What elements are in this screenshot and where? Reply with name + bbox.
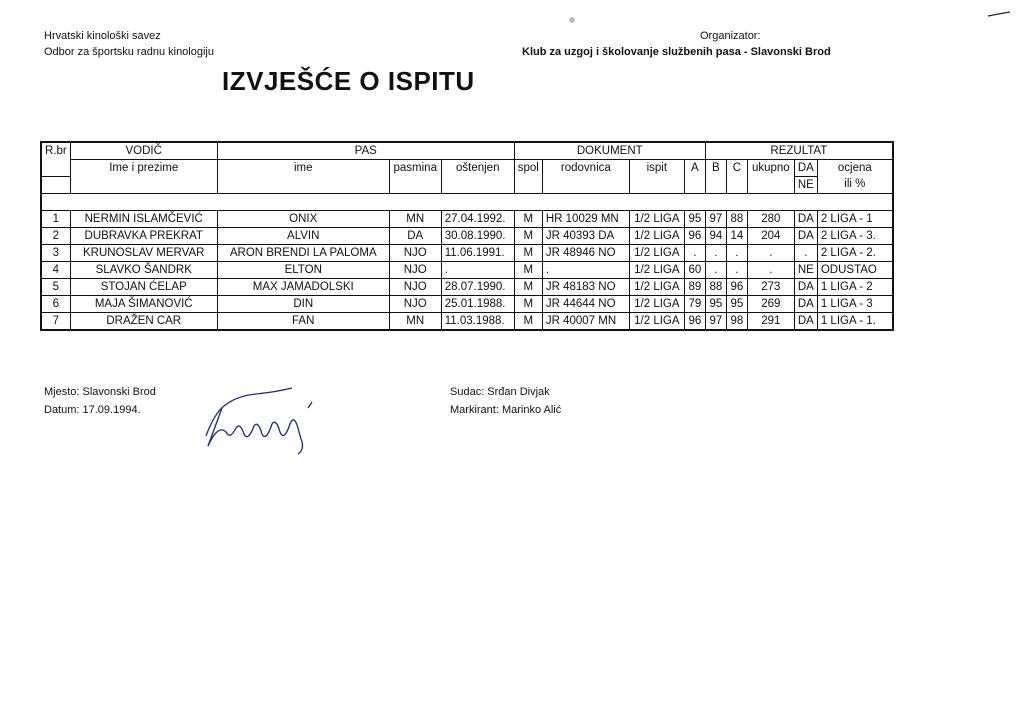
col-c: C xyxy=(726,160,747,194)
cell-spol: M xyxy=(514,211,542,228)
cell-a: 96 xyxy=(684,313,705,331)
cell-ime: FAN xyxy=(217,313,389,331)
table-row xyxy=(41,296,893,313)
cell-ostenjen: 11.03.1988. xyxy=(441,313,514,331)
table-row xyxy=(41,245,893,262)
cell-ime: ONIX xyxy=(217,211,389,228)
cell-dane: . xyxy=(794,245,817,262)
cell-ukupno: 269 xyxy=(747,296,794,313)
col-ocjena-sub: ili % xyxy=(844,178,866,190)
cell-ispit: 1/2 LIGA xyxy=(629,296,684,313)
cell-ime: ELTON xyxy=(217,262,389,279)
cell-rodovnica: JR 48946 NO xyxy=(542,245,629,262)
cell-ocjena: 2 LIGA - 1 xyxy=(817,211,893,228)
cell-rbr: 3 xyxy=(41,245,70,262)
cell-spol: M xyxy=(514,296,542,313)
cell-ukupno: 204 xyxy=(747,228,794,245)
organizer-label: Organizator: xyxy=(700,30,761,42)
col-ispit: ispit xyxy=(629,160,684,194)
spacer-row xyxy=(41,194,893,211)
cell-rbr: 2 xyxy=(41,228,70,245)
col-da: DA xyxy=(794,160,817,177)
cell-spol: M xyxy=(514,228,542,245)
cell-vodic: NERMIN ISLAMČEVIĆ xyxy=(70,211,217,228)
cell-rbr: 4 xyxy=(41,262,70,279)
cell-ime: DIN xyxy=(217,296,389,313)
cell-c: . xyxy=(726,245,747,262)
cell-rodovnica: . xyxy=(542,262,629,279)
col-b: B xyxy=(705,160,726,194)
cell-ime: ALVIN xyxy=(217,228,389,245)
col-ime: ime xyxy=(217,160,389,194)
col-vodic-sub: Ime i prezime xyxy=(70,160,217,194)
col-a: A xyxy=(684,160,705,194)
cell-b: 97 xyxy=(705,211,726,228)
cell-b: . xyxy=(705,245,726,262)
cell-ispit: 1/2 LIGA xyxy=(629,228,684,245)
cell-ostenjen: 30.08.1990. xyxy=(441,228,514,245)
col-ostenjen: oštenjen xyxy=(441,160,514,194)
cell-ime: MAX JAMADOLSKI xyxy=(217,279,389,296)
table-row xyxy=(41,228,893,245)
cell-pasmina: MN xyxy=(389,211,441,228)
cell-ocjena: ODUSTAO xyxy=(817,262,893,279)
cell-ocjena: 1 LIGA - 3 xyxy=(817,296,893,313)
col-ukupno: ukupno xyxy=(747,160,794,194)
cell-vodic: KRUNOSLAV MERVAR xyxy=(70,245,217,262)
col-vodic: VODIČ xyxy=(70,142,217,160)
col-group-pas: PAS xyxy=(217,142,514,160)
cell-rbr: 7 xyxy=(41,313,70,331)
exam-results-table xyxy=(40,141,894,331)
sudac-label: Sudac: Srđan Divjak xyxy=(450,386,550,398)
cell-vodic: DUBRAVKA PREKRAT xyxy=(70,228,217,245)
table-row xyxy=(41,211,893,228)
cell-a: 95 xyxy=(684,211,705,228)
cell-pasmina: NJO xyxy=(389,279,441,296)
cell-spol: M xyxy=(514,245,542,262)
cell-pasmina: NJO xyxy=(389,245,441,262)
table-row xyxy=(41,313,893,331)
datum-label: Datum: 17.09.1994. xyxy=(44,404,141,416)
col-ne: NE xyxy=(794,177,817,194)
cell-ukupno: . xyxy=(747,245,794,262)
cell-rbr: 5 xyxy=(41,279,70,296)
cell-pasmina: NJO xyxy=(389,296,441,313)
cell-vodic: SLAVKO ŠANDRK xyxy=(70,262,217,279)
cell-a: 89 xyxy=(684,279,705,296)
cell-rodovnica: HR 10029 MN xyxy=(542,211,629,228)
col-pasmina: pasmina xyxy=(389,160,441,194)
markirant-label: Markirant: Marinko Alić xyxy=(450,404,562,416)
cell-a: 79 xyxy=(684,296,705,313)
cell-ukupno: 273 xyxy=(747,279,794,296)
cell-ostenjen: 28.07.1990. xyxy=(441,279,514,296)
col-rbr-cont xyxy=(41,177,70,194)
committee-name: Odbor za športsku radnu kinologiju xyxy=(44,46,214,58)
cell-ocjena: 2 LIGA - 2. xyxy=(817,245,893,262)
cell-spol: M xyxy=(514,262,542,279)
cell-ocjena: 1 LIGA - 2 xyxy=(817,279,893,296)
col-rbr: R.br xyxy=(41,142,70,177)
cell-pasmina: DA xyxy=(389,228,441,245)
col-rodovnica: rodovnica xyxy=(542,160,629,194)
page-title: IZVJEŠĆE O ISPITU xyxy=(222,66,475,96)
cell-spol: M xyxy=(514,313,542,331)
cell-ispit: 1/2 LIGA xyxy=(629,279,684,296)
cell-spol: M xyxy=(514,279,542,296)
cell-dane: DA xyxy=(794,296,817,313)
cell-rodovnica: JR 40393 DA xyxy=(542,228,629,245)
col-spol: spol xyxy=(514,160,542,194)
cell-ocjena: 1 LIGA - 1. xyxy=(817,313,893,331)
table-row xyxy=(41,279,893,296)
cell-a: . xyxy=(684,245,705,262)
cell-ispit: 1/2 LIGA xyxy=(629,211,684,228)
cell-ukupno: . xyxy=(747,262,794,279)
federation-name: Hrvatski kinološki savez xyxy=(44,30,161,42)
cell-b: 97 xyxy=(705,313,726,331)
cell-ispit: 1/2 LIGA xyxy=(629,245,684,262)
cell-ostenjen: 25.01.1988. xyxy=(441,296,514,313)
cell-b: . xyxy=(705,262,726,279)
cell-rodovnica: JR 48183 NO xyxy=(542,279,629,296)
col-ocjena-label: ocjena xyxy=(837,162,872,174)
cell-dane: DA xyxy=(794,228,817,245)
cell-b: 94 xyxy=(705,228,726,245)
cell-rodovnica: JR 44644 NO xyxy=(542,296,629,313)
punch-hole-mark xyxy=(566,14,578,26)
cell-c: 88 xyxy=(726,211,747,228)
cell-vodic: DRAŽEN CAR xyxy=(70,313,217,331)
cell-vodic: MAJA ŠIMANOVIĆ xyxy=(70,296,217,313)
cell-c: 95 xyxy=(726,296,747,313)
cell-b: 88 xyxy=(705,279,726,296)
cell-ime: ARON BRENDI LA PALOMA xyxy=(217,245,389,262)
cell-pasmina: NJO xyxy=(389,262,441,279)
cell-vodic: STOJAN ĆELAP xyxy=(70,279,217,296)
signature xyxy=(196,384,322,460)
cell-ispit: 1/2 LIGA xyxy=(629,313,684,331)
col-group-rezultat: REZULTAT xyxy=(705,142,893,160)
cell-ocjena: 2 LIGA - 3. xyxy=(817,228,893,245)
cell-ostenjen: 27.04.1992. xyxy=(441,211,514,228)
cell-pasmina: MN xyxy=(389,313,441,331)
cell-dane: DA xyxy=(794,313,817,331)
organizer-name: Klub za uzgoj i školovanje službenih pasa - Slavonski Brod xyxy=(522,46,831,58)
pen-mark xyxy=(986,6,1012,20)
cell-dane: DA xyxy=(794,211,817,228)
cell-ukupno: 291 xyxy=(747,313,794,331)
cell-ukupno: 280 xyxy=(747,211,794,228)
cell-a: 96 xyxy=(684,228,705,245)
col-ocjena xyxy=(817,160,893,194)
cell-ostenjen: . xyxy=(441,262,514,279)
mjesto-label: Mjesto: Slavonski Brod xyxy=(44,386,156,398)
cell-c: 96 xyxy=(726,279,747,296)
cell-dane: NE xyxy=(794,262,817,279)
cell-dane: DA xyxy=(794,279,817,296)
cell-ispit: 1/2 LIGA xyxy=(629,262,684,279)
cell-rodovnica: JR 40007 MN xyxy=(542,313,629,331)
col-group-dokument: DOKUMENT xyxy=(514,142,705,160)
cell-rbr: 6 xyxy=(41,296,70,313)
table-body xyxy=(41,211,893,331)
cell-ostenjen: 11.06.1991. xyxy=(441,245,514,262)
cell-rbr: 1 xyxy=(41,211,70,228)
cell-c: 14 xyxy=(726,228,747,245)
cell-c: . xyxy=(726,262,747,279)
cell-b: 95 xyxy=(705,296,726,313)
cell-c: 98 xyxy=(726,313,747,331)
table-row xyxy=(41,262,893,279)
cell-a: 60 xyxy=(684,262,705,279)
